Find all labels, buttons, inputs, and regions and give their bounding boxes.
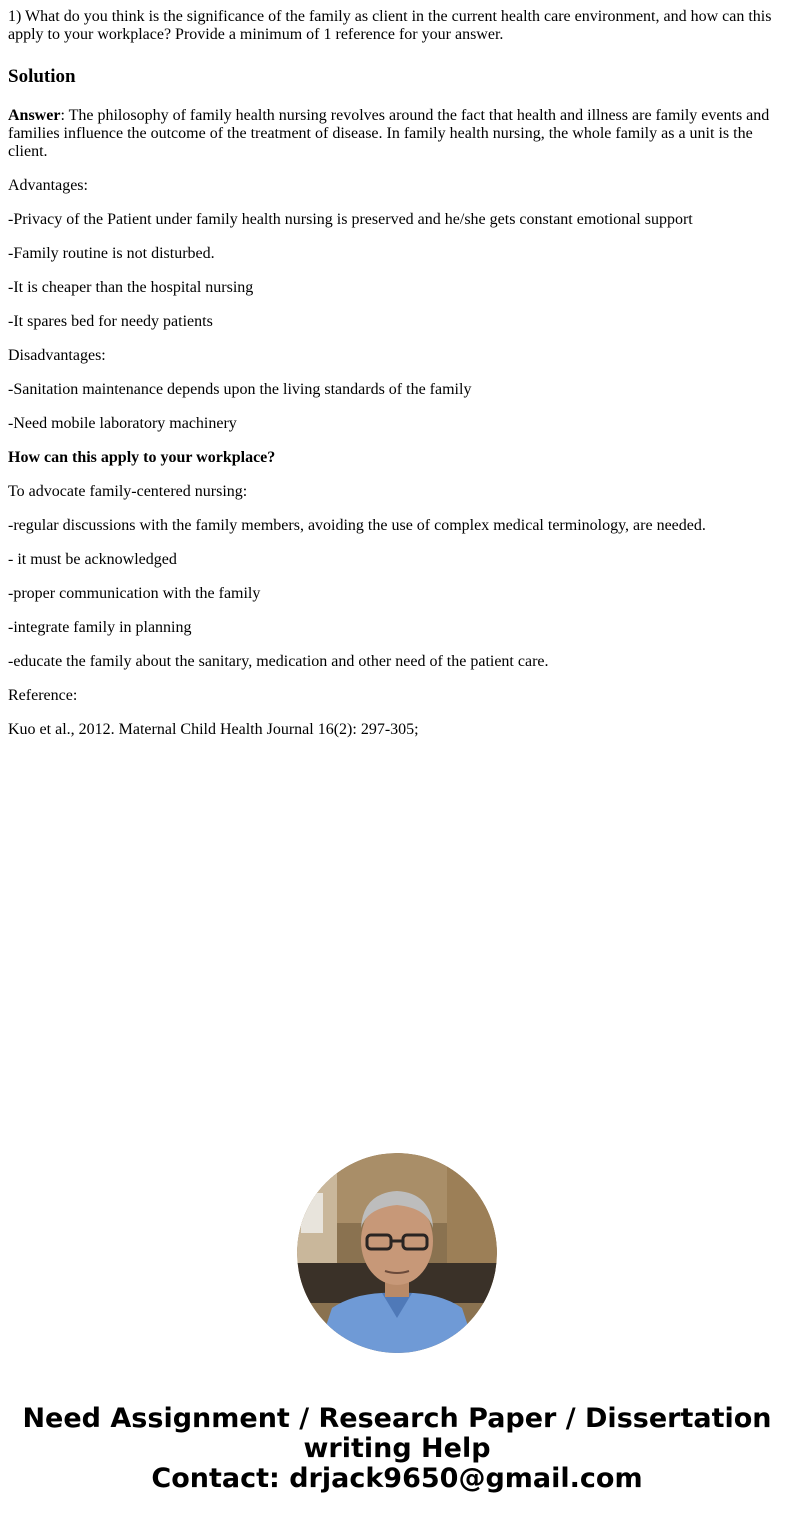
workplace-item: -integrate family in planning xyxy=(8,619,192,636)
workplace-intro: To advocate family-centered nursing: xyxy=(8,483,248,500)
workplace-item: -proper communication with the family xyxy=(8,585,261,602)
document xyxy=(8,8,786,739)
answer-paragraph xyxy=(8,107,786,161)
answer-text: : The philosophy of family health nursing revolves around the fact that health and illness are family events and families influence the outcome of the treatment of disease. In family health nursing, the whole family as a unit is the client. xyxy=(8,107,770,160)
advantage-item: -Family routine is not disturbed. xyxy=(8,245,215,262)
disadvantage-item: -Need mobile laboratory machinery xyxy=(8,415,237,432)
workplace-item: -regular discussions with the family members, avoiding the use of complex medical terminology, are needed. xyxy=(8,517,706,534)
author-photo xyxy=(297,1153,497,1353)
reference-text: Kuo et al., 2012. Maternal Child Health Journal 16(2): 297-305; xyxy=(8,721,419,738)
advantages-heading: Advantages: xyxy=(8,177,88,194)
advantage-item: -It spares bed for needy patients xyxy=(8,313,213,330)
disadvantages-heading: Disadvantages: xyxy=(8,347,106,364)
answer-label: Answer xyxy=(8,107,61,124)
person-photo-icon xyxy=(297,1153,497,1353)
advantage-item: -Privacy of the Patient under family health nursing is preserved and he/she gets constant emotional support xyxy=(8,211,693,228)
question-text: 1) What do you think is the significance of the family as client in the current health care environment, and how can this apply to your workplace? Provide a minimum of 1 reference for your answer. xyxy=(8,8,772,43)
workplace-heading: How can this apply to your workplace? xyxy=(8,449,276,466)
solution-heading: Solution xyxy=(8,66,76,87)
contact-email: Contact: drjack9650@gmail.com xyxy=(151,1463,643,1494)
workplace-item: -educate the family about the sanitary, medication and other need of the patient care. xyxy=(8,653,549,670)
reference-heading: Reference: xyxy=(8,687,78,704)
banner-line: writing Help xyxy=(303,1433,491,1464)
contact-banner xyxy=(0,1404,794,1494)
banner-line: Need Assignment / Research Paper / Dissertation xyxy=(22,1403,772,1434)
advantage-item: -It is cheaper than the hospital nursing xyxy=(8,279,254,296)
workplace-item: - it must be acknowledged xyxy=(8,551,177,568)
disadvantage-item: -Sanitation maintenance depends upon the living standards of the family xyxy=(8,381,472,398)
